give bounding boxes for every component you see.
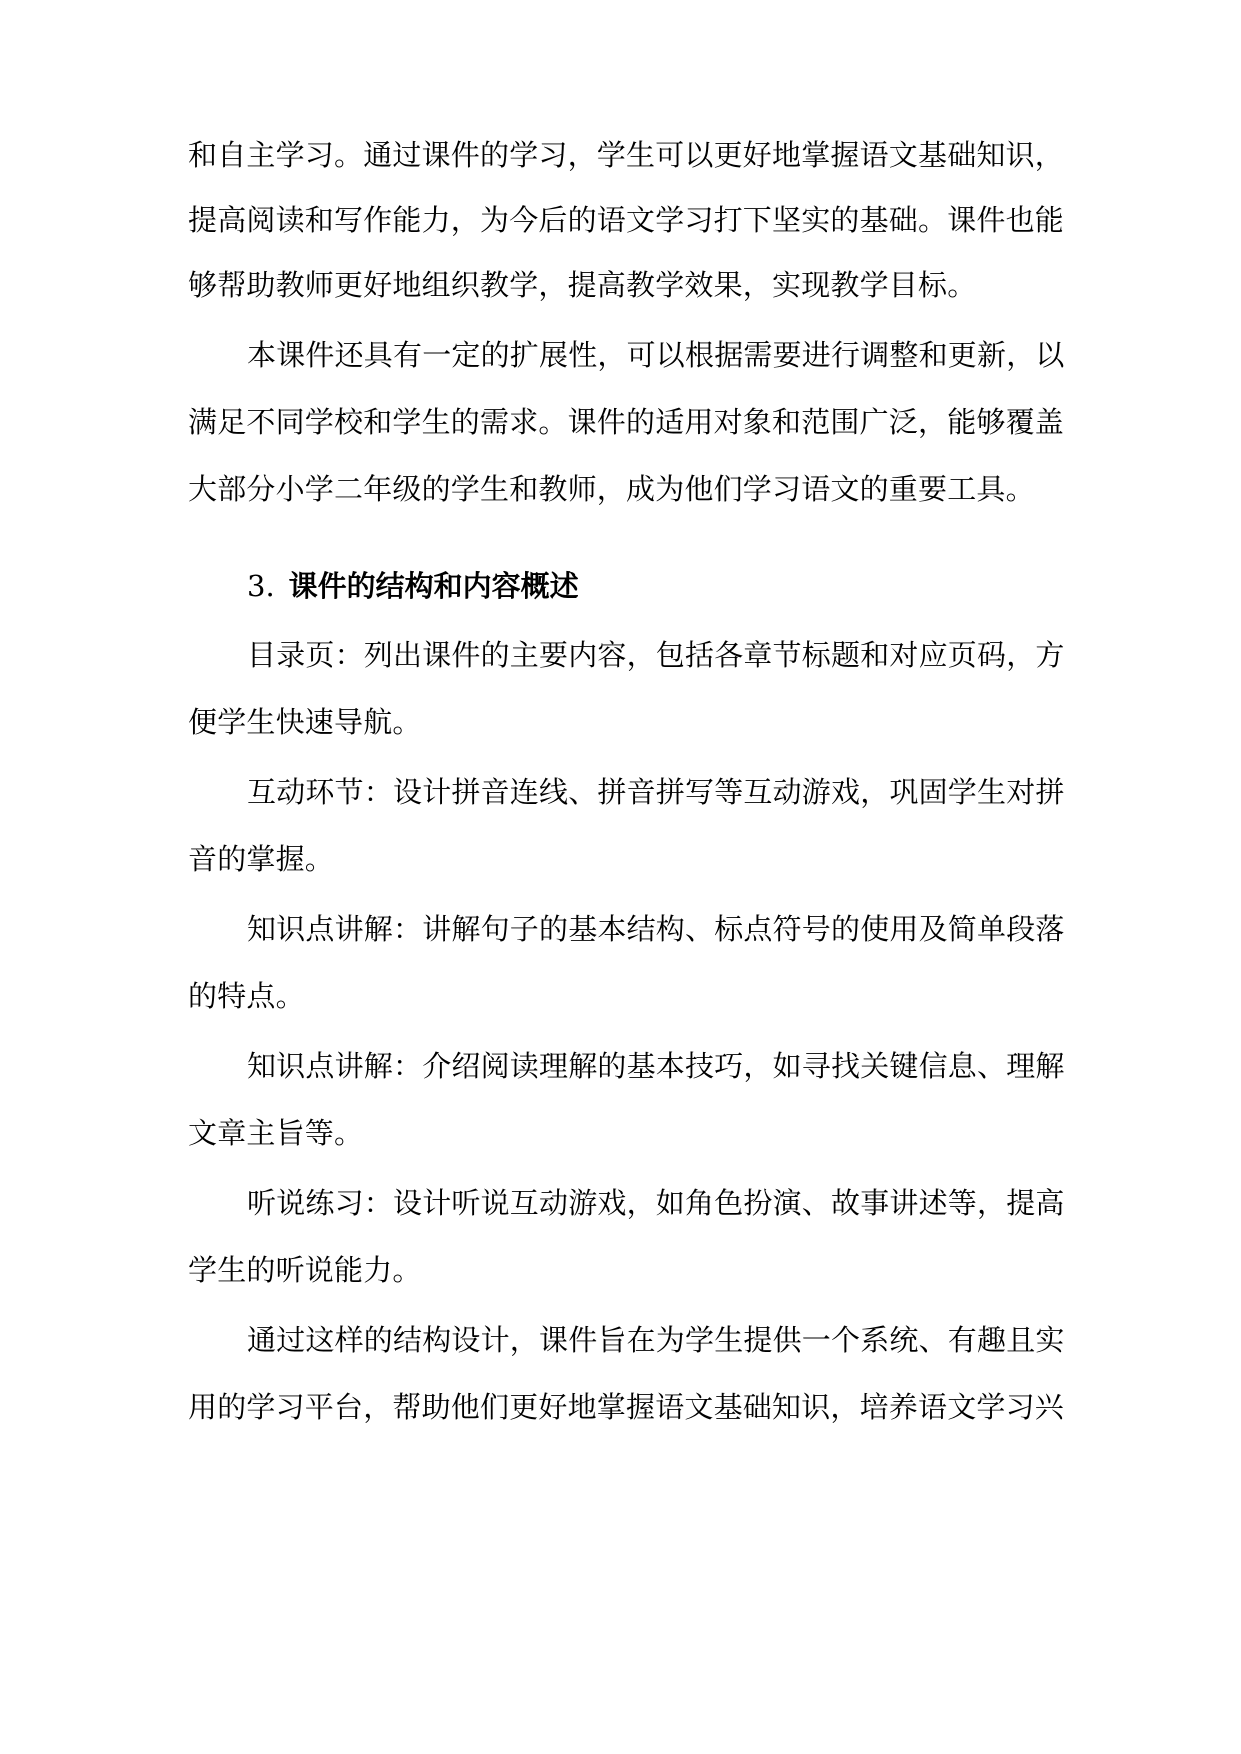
paragraph-1-line-3: 够帮助教师更好地组织教学，提高教学效果，实现教学目标。 — [188, 268, 977, 302]
reading-knowledge-paragraph-line-1: 知识点讲解：介绍阅读理解的基本技巧，如寻找关键信息、理解 — [247, 1049, 1065, 1083]
sentence-knowledge-paragraph-line-1: 知识点讲解：讲解句子的基本结构、标点符号的使用及简单段落 — [247, 912, 1065, 946]
paragraph-1-line-1: 和自主学习。通过课件的学习，学生可以更好地掌握语文基础知识， — [188, 138, 1065, 172]
interaction-paragraph-line-1: 互动环节：设计拼音连线、拼音拼写等互动游戏，巩固学生对拼 — [247, 775, 1065, 809]
summary-paragraph-line-1: 通过这样的结构设计，课件旨在为学生提供一个系统、有趣且实 — [247, 1323, 1065, 1357]
sentence-knowledge-paragraph-line-2: 的特点。 — [188, 979, 305, 1013]
paragraph-2-line-2: 满足不同学校和学生的需求。课件的适用对象和范围广泛，能够覆盖 — [188, 405, 1065, 439]
toc-paragraph-line-2: 便学生快速导航。 — [188, 705, 422, 739]
section-heading — [247, 566, 579, 606]
paragraph-1-line-2: 提高阅读和写作能力，为今后的语文学习打下坚实的基础。课件也能 — [188, 203, 1065, 237]
reading-knowledge-paragraph-line-2: 文章主旨等。 — [188, 1116, 364, 1150]
listening-paragraph-line-1: 听说练习：设计听说互动游戏，如角色扮演、故事讲述等，提高 — [247, 1186, 1065, 1220]
paragraph-2-line-1: 本课件还具有一定的扩展性，可以根据需要进行调整和更新，以 — [247, 338, 1065, 372]
interaction-paragraph-line-2: 音的掌握。 — [188, 842, 335, 876]
toc-paragraph-line-1: 目录页：列出课件的主要内容，包括各章节标题和对应页码，方 — [247, 638, 1065, 672]
paragraph-2-line-3: 大部分小学二年级的学生和教师，成为他们学习语文的重要工具。 — [188, 472, 1035, 506]
section-number: 3. — [247, 569, 275, 603]
summary-paragraph-line-2: 用的学习平台，帮助他们更好地掌握语文基础知识，培养语文学习兴 — [188, 1390, 1065, 1424]
section-title: 课件的结构和内容概述 — [288, 569, 579, 603]
listening-paragraph-line-2: 学生的听说能力。 — [188, 1253, 422, 1287]
